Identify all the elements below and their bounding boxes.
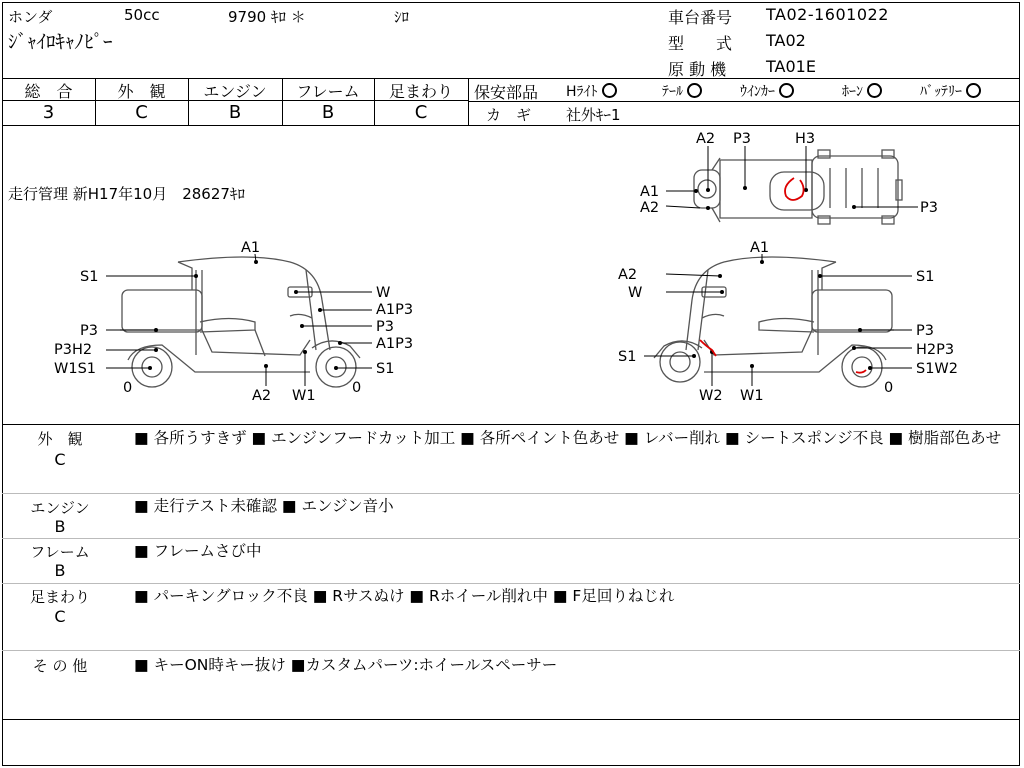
label: A1P3 [376, 336, 414, 352]
mileage-note: 走行管理 新H17年10月 28627ｷﾛ [8, 185, 245, 203]
safety-item-horn [842, 81, 882, 101]
divider [2, 538, 1020, 539]
divider [2, 493, 1020, 494]
label: P3 [733, 131, 751, 147]
safety-label: 保安部品 [474, 83, 539, 102]
label: A1 [750, 240, 770, 256]
label: S1 [618, 349, 637, 365]
grade-header-overall: 総 合 [24, 82, 73, 101]
divider [468, 78, 469, 125]
frame-number: TA02-1601022 [766, 5, 889, 24]
key-label: カ ギ [486, 106, 532, 124]
engine-model: TA01E [766, 57, 816, 76]
grade-header-engine: エンジン [203, 82, 267, 101]
grade-header-suspension: 足まわり [388, 82, 453, 101]
label: P3 [920, 200, 938, 216]
note-text: ■ キーON時キー抜け ■カスタムパーツ:ホイールスペーサー [134, 656, 558, 674]
note-text: ■ 各所うすきず ■ エンジンフードカット加工 ■ 各所ペイント色あせ ■ レバー削れ ■ シートスポンジ不良 ■ 樹脂部色あせ [134, 429, 1002, 447]
grade-exterior: C [135, 102, 148, 123]
grade-header-frame: フレーム [296, 82, 360, 101]
grade-suspension: C [414, 102, 428, 123]
label: A1 [241, 240, 261, 256]
divider [2, 650, 1020, 651]
label: A2 [252, 388, 272, 404]
label: S1 [376, 361, 395, 377]
label: P3H2 [54, 342, 93, 358]
key-value: 社外ｷｰ1 [566, 106, 621, 124]
top-view [694, 150, 902, 224]
label: W1S1 [54, 361, 96, 377]
ok-circle-icon [779, 83, 794, 98]
note-grade: B [54, 517, 66, 536]
note-category: 外 観 [37, 430, 83, 448]
engine-label: 原 動 機 [668, 60, 727, 79]
safety-item-label: ﾎｰﾝ [842, 84, 863, 100]
note-text: ■ フレームさび中 [134, 542, 262, 560]
label: A1 [640, 184, 660, 200]
safety-item-headlight [566, 81, 617, 101]
note-grade: C [54, 450, 66, 469]
label: H2P3 [916, 342, 955, 358]
note-category: エンジン [30, 499, 90, 517]
label: 0 [123, 380, 133, 396]
note-text: ■ パーキングロック不良 ■ Rサスぬけ ■ Rホイール削れ中 ■ F足回りねじれ [134, 587, 675, 605]
type-label: 型 式 [668, 34, 733, 53]
label: P3 [376, 319, 394, 335]
label: W [376, 285, 391, 301]
note-text: ■ 走行テスト未確認 ■ エンジン音小 [134, 497, 394, 515]
divider [468, 101, 1020, 102]
label: H3 [795, 131, 816, 147]
odometer: 9790 ｷﾛ ＊ [228, 8, 306, 26]
safety-item-label: Hﾗｲﾄ [566, 84, 598, 100]
safety-item-label: ｳｲﾝｶｰ [740, 84, 775, 100]
note-grade: C [54, 607, 66, 626]
label: A2 [618, 267, 638, 283]
note-category: そ の 他 [32, 657, 88, 675]
model-name: ｼﾞｬｲﾛｷｬﾉﾋﾟｰ [8, 31, 113, 53]
type-value: TA02 [766, 31, 806, 50]
ok-circle-icon [966, 83, 981, 98]
body-color: ｼﾛ [394, 8, 410, 26]
label: A2 [640, 200, 660, 216]
label: W1 [292, 388, 316, 404]
label: W1 [740, 388, 764, 404]
label: A2 [696, 131, 716, 147]
safety-item-tail [662, 81, 702, 101]
divider [2, 424, 1020, 425]
ok-circle-icon [602, 83, 617, 98]
grade-overall: 3 [42, 102, 55, 123]
note-grade: B [54, 561, 66, 580]
grade-engine: B [228, 102, 242, 123]
label: A1P3 [376, 302, 414, 318]
safety-item-label: ﾃｰﾙ [662, 84, 683, 100]
grade-frame: B [321, 102, 335, 123]
label: P3 [916, 323, 934, 339]
safety-item-winker [740, 81, 794, 101]
label: W2 [699, 388, 723, 404]
label: P3 [80, 323, 98, 339]
maker: ホンダ [8, 8, 53, 26]
displacement: 50cc [124, 6, 160, 24]
ok-circle-icon [687, 83, 702, 98]
label: S1 [916, 269, 935, 285]
ok-circle-icon [867, 83, 882, 98]
label: W [628, 285, 643, 301]
label: 0 [884, 380, 894, 396]
label: S1 [80, 269, 99, 285]
divider [2, 719, 1020, 720]
note-category: フレーム [30, 543, 90, 561]
note-category: 足まわり [29, 588, 90, 606]
label: 0 [352, 380, 362, 396]
frame-label: 車台番号 [668, 8, 733, 27]
damage-diagram [0, 126, 1024, 424]
safety-item-battery [920, 81, 981, 101]
grade-header-exterior: 外 観 [117, 82, 166, 101]
label: S1W2 [916, 361, 958, 377]
divider [2, 583, 1020, 584]
safety-item-label: ﾊﾞｯﾃﾘｰ [920, 84, 962, 100]
